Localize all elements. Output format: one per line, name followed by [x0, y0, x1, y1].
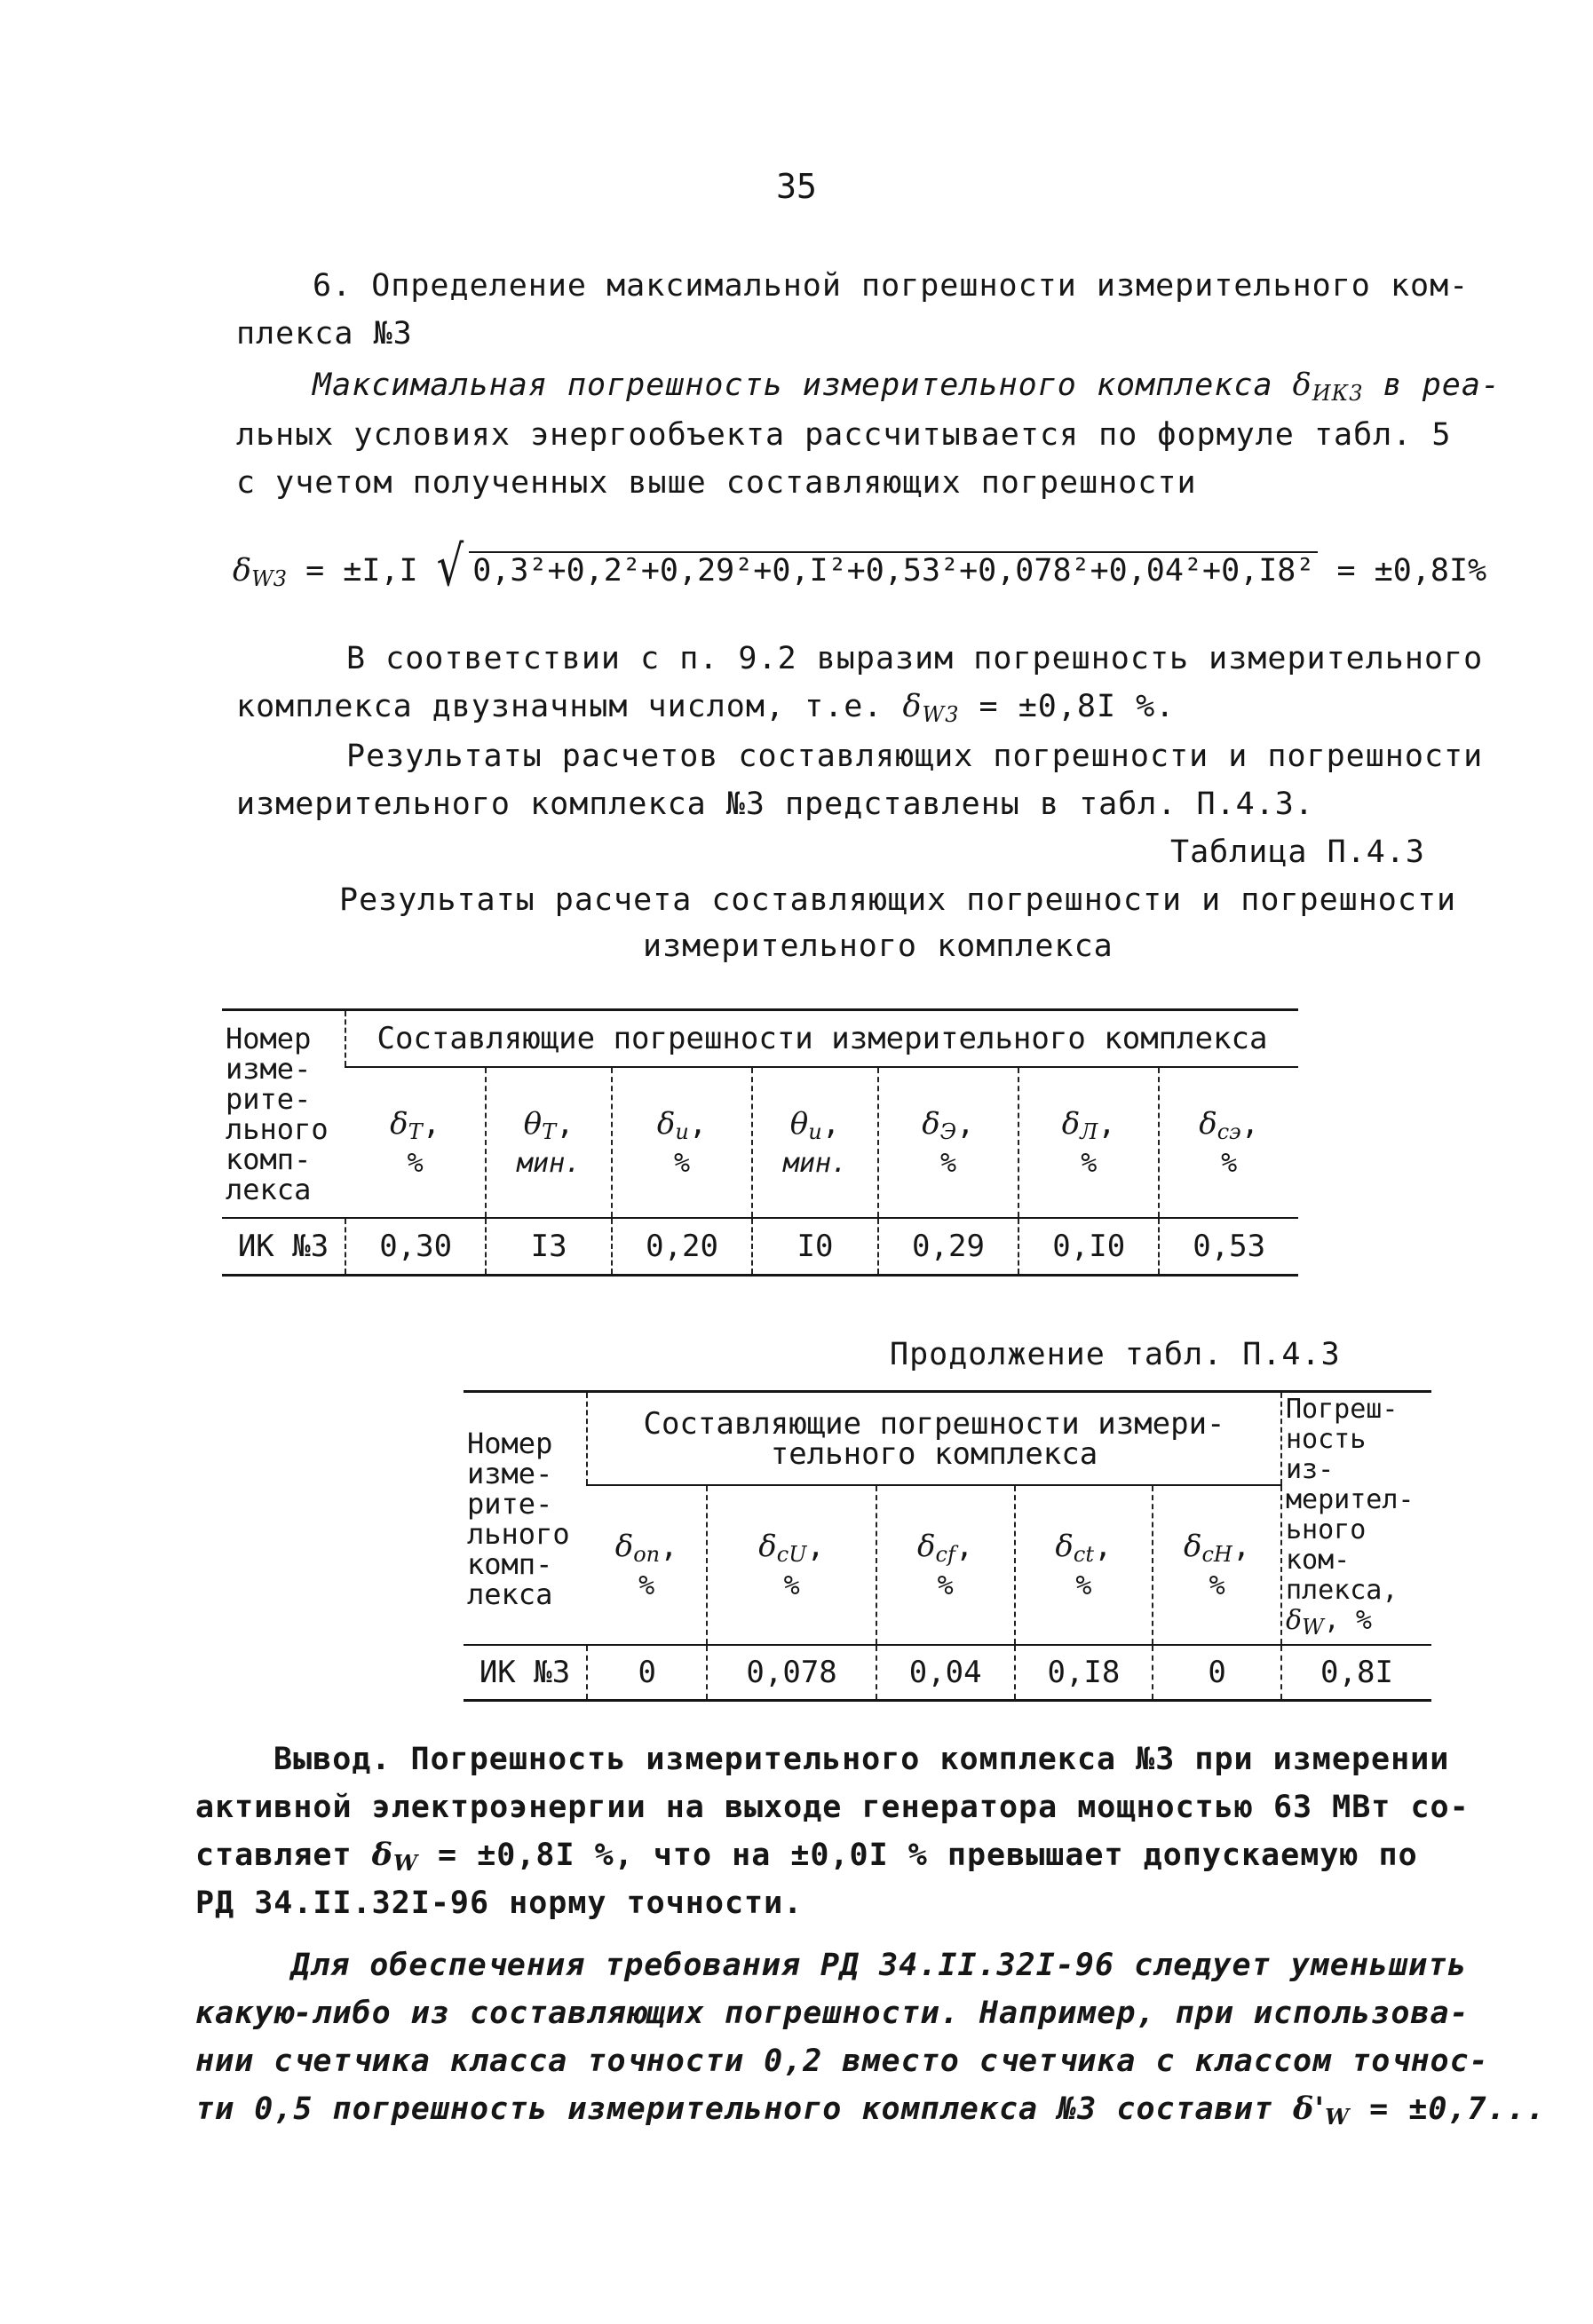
column-header: $\delta_Т$, %: [390, 1105, 441, 1179]
group-header: Составляющие погрешности измерительного комплекса: [345, 1010, 1298, 1068]
paragraph-line: В соответствии с п. 9.2 выразим погрешность измерительного: [346, 641, 1484, 676]
sqrt-icon: √: [436, 534, 464, 599]
column-header-number: Номер изме-рите-льного комп-лекса: [226, 1022, 329, 1206]
column-header: $\theta_Т$, мин.: [486, 1067, 612, 1218]
formula-eq: =: [305, 553, 325, 589]
table-row: [222, 1218, 1298, 1275]
formula-radicand: 0,3²+0,2²+0,29²+0,I²+0,53²+0,078²+0,04²+0,I8²: [469, 551, 1318, 589]
text-run: в реа-: [1383, 368, 1501, 403]
error-formula: [233, 534, 1487, 599]
formula-result: = ±0,8I%: [1336, 553, 1487, 589]
text-run: ставляет: [195, 1838, 353, 1873]
column-header: $\delta_Л$, %: [1018, 1067, 1159, 1218]
text-run: комплекса двузначным числом, т.е.: [236, 689, 884, 724]
column-header: $\delta_u$, %: [612, 1067, 752, 1218]
column-header: $\delta_{сU}$, %: [707, 1485, 876, 1645]
column-header: $\delta_Э$, %: [878, 1067, 1018, 1218]
table-cell: I3: [486, 1218, 612, 1275]
table-cell: 0,04: [876, 1645, 1015, 1700]
table-cell: 0,30: [345, 1218, 486, 1275]
table-cell: 0,078: [707, 1645, 876, 1700]
table-cell: 0,53: [1159, 1218, 1298, 1275]
table-cell: 0,20: [612, 1218, 752, 1275]
column-header: $\theta_u$, мин.: [752, 1067, 878, 1218]
delta-symbol: $\delta_{ИК3}$: [1292, 368, 1364, 406]
table-title: Результаты расчета составляющих погрешности и погрешности: [339, 882, 1457, 918]
delta-symbol: $\delta_{W3}$: [902, 689, 960, 727]
row-name: ИК №3: [464, 1645, 587, 1700]
delta-symbol: $\delta_W$: [371, 1837, 418, 1876]
text-run: = ±0,8I %, что на ±0,0I % превышает допускаемую по: [438, 1838, 1418, 1873]
conclusion-line: Вывод. Погрешность измерительного комплекса №3 при измерении: [273, 1742, 1450, 1777]
final-paragraph-line: какую-либо из составляющих погрешности. Например, при использова-: [195, 1996, 1470, 2031]
paragraph-line: [236, 684, 1175, 738]
table-cell: 0: [1153, 1645, 1281, 1700]
page-number: 35: [776, 167, 817, 206]
final-paragraph-line: [195, 2086, 1546, 2140]
table-cell: 0,I8: [1015, 1645, 1153, 1700]
table-cell: 0,29: [878, 1218, 1018, 1275]
table-row: [464, 1645, 1431, 1700]
column-header-total: Погреш-ность из-мерител-ьного ком-плекса, $\delta_W$, %: [1281, 1392, 1431, 1646]
paragraph-line: [313, 362, 1501, 416]
column-header: $\delta_{сН}$, %: [1153, 1485, 1281, 1645]
delta-symbol: $\delta'_W$: [1293, 2091, 1351, 2130]
paragraph-line: Результаты расчетов составляющих погрешности и погрешности: [346, 739, 1484, 774]
results-table-continued: [464, 1390, 1431, 1702]
formula-lhs: $\delta_{W3}$: [233, 553, 288, 591]
table-cell: 0,I0: [1018, 1218, 1159, 1275]
column-header: $\delta_{оп}$, %: [614, 1528, 678, 1601]
table-cell: I0: [752, 1218, 878, 1275]
table-cell: 0: [587, 1645, 707, 1700]
text-run: = ±0,8I %.: [979, 689, 1176, 724]
final-paragraph-line: Для обеспечения требования РД 34.II.32I-96 следует уменьшить: [291, 1948, 1468, 1983]
section-heading-cont: плекса №3: [236, 316, 413, 352]
formula-coef: ±I,I: [343, 553, 418, 589]
paragraph-line: льных условиях энергообъекта рассчитывается по формуле табл. 5: [236, 417, 1452, 453]
results-table: [222, 1008, 1298, 1277]
column-header: $\delta_{сэ}$, %: [1159, 1067, 1298, 1218]
table-label: Таблица П.4.3: [1170, 834, 1425, 870]
conclusion-line: РД 34.II.32I-96 норму точности.: [195, 1885, 804, 1921]
continuation-label: Продолжение табл. П.4.3: [890, 1337, 1341, 1372]
column-header: $\delta_{сf}$, %: [876, 1485, 1015, 1645]
paragraph-line: с учетом полученных выше составляющих погрешности: [236, 465, 1197, 501]
row-name: ИК №3: [222, 1218, 345, 1275]
group-header: Составляющие погрешности измери-тельного комплекса: [587, 1392, 1281, 1486]
text-run: = ±0,7...: [1369, 2091, 1546, 2127]
delta-symbol: $\delta_W$: [1286, 1605, 1324, 1640]
conclusion-line: активной электроэнергии на выходе генератора мощностью 63 МВт со-: [195, 1790, 1470, 1825]
paragraph-line: измерительного комплекса №3 представлены в табл. П.4.3.: [236, 787, 1314, 822]
text-run: Максимальная погрешность измерительного комплекса: [313, 368, 1273, 403]
conclusion-line: [195, 1832, 1418, 1886]
column-header-number: Номер изме-рите-льного комп-лекса: [467, 1426, 570, 1611]
section-heading: 6. Определение максимальной погрешности измерительного ком-: [313, 268, 1470, 304]
table-title-cont: измерительного комплекса: [643, 929, 1114, 964]
table-cell: 0,8I: [1281, 1645, 1431, 1700]
column-header: $\delta_{сt}$, %: [1015, 1485, 1153, 1645]
final-paragraph-line: нии счетчика класса точности 0,2 вместо счетчика с классом точнос-: [195, 2043, 1489, 2079]
text-run: ти 0,5 погрешность измерительного комплекса №3 составит: [195, 2091, 1273, 2127]
